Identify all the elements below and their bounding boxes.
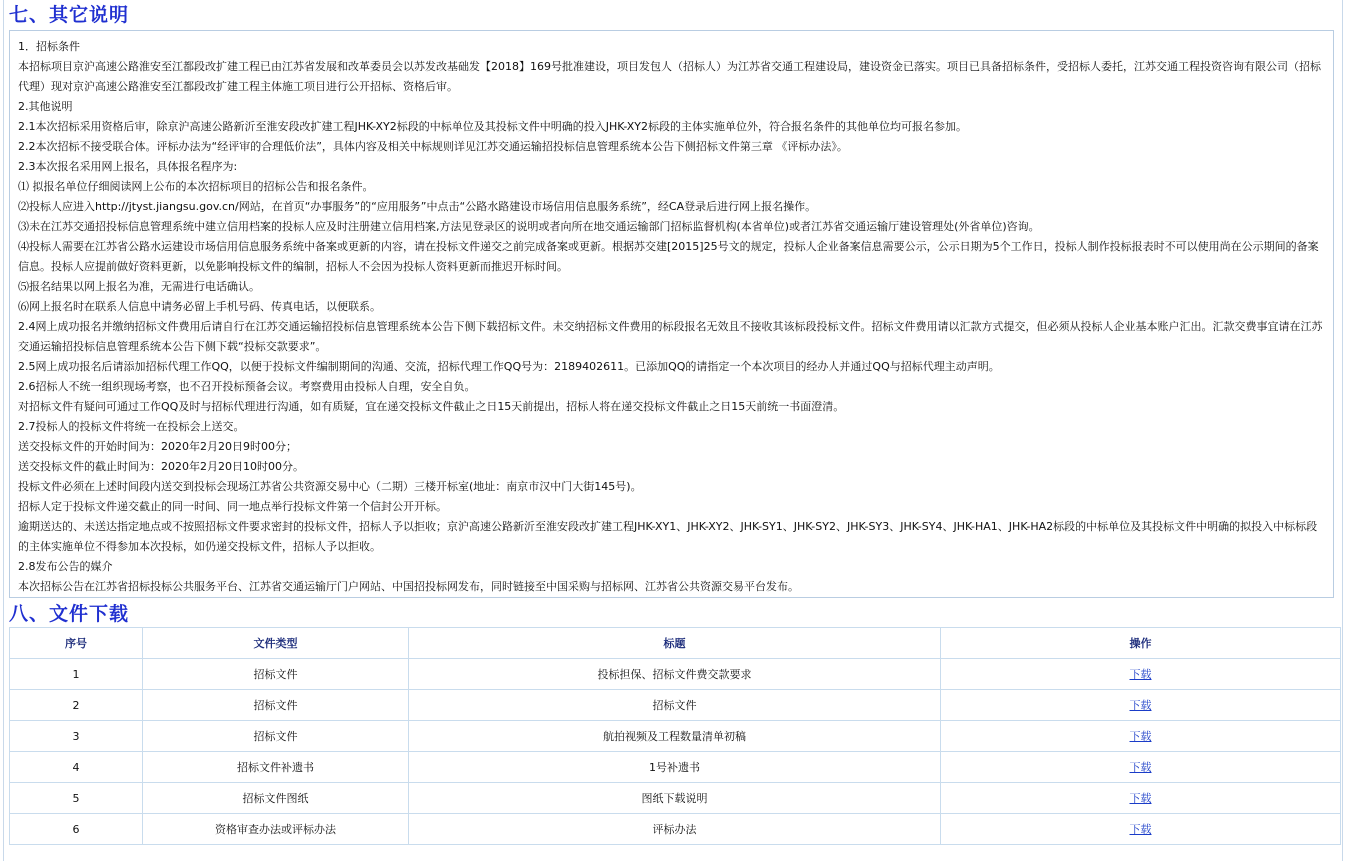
notes-line: 2.5网上成功报名后请添加招标代理工作QQ，以便于投标文件编制期间的沟通、交流，招标代理工作QQ号为：2189402611。已添加QQ的请指定一个本次项目的经办人并通过QQ与招标代理主动声明。 bbox=[18, 360, 1000, 373]
row-action-cell bbox=[941, 783, 1341, 814]
file-download-table bbox=[9, 627, 1341, 845]
table-header-row bbox=[10, 628, 1341, 659]
notes-line: 2.2本次招标不接受联合体。评标办法为“经评审的合理低价法”，具体内容及相关中标规则详见江苏交通运输招投标信息管理系统本公告下侧招标文件第三章 《评标办法》。 bbox=[18, 140, 848, 153]
table-row bbox=[10, 659, 1341, 690]
table-row bbox=[10, 752, 1341, 783]
notes-line: ⑹网上报名时在联系人信息中请务必留上手机号码、传真电话，以便联系。 bbox=[18, 300, 381, 313]
notes-line: 2.6招标人不统一组织现场考察，也不召开投标预备会议。考察费用由投标人自理，安全自负。 bbox=[18, 380, 476, 393]
row-action-cell bbox=[941, 659, 1341, 690]
notes-line: 2.1本次招标采用资格后审，除京沪高速公路新沂至淮安段改扩建工程JHK-XY2标段的中标单位及其投标文件中明确的投入JHK-XY2标段的主体实施单位外，符合报名条件的其他单位均可报名参加。 bbox=[18, 120, 967, 133]
notes-line: 2.7投标人的投标文件将统一在投标会上送交。 bbox=[18, 420, 245, 433]
download-link[interactable]: 下载 bbox=[1129, 699, 1152, 712]
row-title: 图纸下载说明 bbox=[409, 783, 941, 814]
download-link[interactable]: 下载 bbox=[1129, 761, 1152, 774]
notes-line: ⑶未在江苏交通招投标信息管理系统中建立信用档案的投标人应及时注册建立信用档案,方法见登录区的说明或者向所在地交通运输部门招标监督机构(本省单位)或者江苏省交通运输厅建设管理处(外省单位)咨询。 bbox=[18, 220, 1040, 233]
table-row bbox=[10, 721, 1341, 752]
row-action-cell bbox=[941, 752, 1341, 783]
notes-line: 2.8发布公告的媒介 bbox=[18, 560, 113, 573]
notes-content-box bbox=[9, 30, 1334, 598]
row-file-type: 资格审查办法或评标办法 bbox=[143, 814, 409, 845]
row-title: 1号补遗书 bbox=[409, 752, 941, 783]
row-no: 4 bbox=[10, 752, 143, 783]
notes-line: ⑵投标人应进入http://jtyst.jiangsu.gov.cn/网站，在首页“办事服务”的“应用服务”中点击“公路水路建设市场信用信息服务系统”，经CA登录后进行网上报名操作。 bbox=[18, 200, 817, 213]
header-file-type: 文件类型 bbox=[143, 628, 409, 659]
download-link[interactable]: 下载 bbox=[1129, 823, 1152, 836]
notes-line: 1．招标条件 bbox=[18, 40, 80, 53]
table-row bbox=[10, 690, 1341, 721]
row-file-type: 招标文件 bbox=[143, 659, 409, 690]
download-link[interactable]: 下载 bbox=[1129, 792, 1152, 805]
table-row bbox=[10, 814, 1341, 845]
header-no: 序号 bbox=[10, 628, 143, 659]
row-action-cell bbox=[941, 690, 1341, 721]
notes-line: 逾期送达的、未送达指定地点或不按照招标文件要求密封的投标文件，招标人予以拒收；京沪高速公路新沂至淮安段改扩建工程JHK-XY1、JHK-XY2、JHK-SY1、JHK-SY2、JHK-SY3、JHK-SY4、JHK-HA1、JHK-HA2标段的中标单位及其投标文件中明确的拟投入中标标段的主体实施单位不得参加本次投标，如仍递交投标文件，招标人予以拒收。 bbox=[18, 520, 1318, 553]
notes-line: 2.3本次报名采用网上报名，具体报名程序为: bbox=[18, 160, 238, 173]
notes-line: 对招标文件有疑问可通过工作QQ及时与招标代理进行沟通，如有质疑，宜在递交投标文件截止之日15天前提出，招标人将在递交投标文件截止之日15天前统一书面澄清。 bbox=[18, 400, 845, 413]
download-link[interactable]: 下载 bbox=[1129, 730, 1152, 743]
notes-line: ⑷投标人需要在江苏省公路水运建设市场信用信息服务系统中备案或更新的内容，请在投标文件递交之前完成备案或更新。根据苏交建[2015]25号文的规定，投标人企业备案信息需要公示，公示日期为5个工作日，投标人制作投标报表时不可以使用尚在公示期间的备案信息。投标人应提前做好资料更新，以免影响投标文件的编制，招标人不会因为投标人资料更新而推迟开标时间。 bbox=[18, 240, 1319, 273]
row-title: 航拍视频及工程数量清单初稿 bbox=[409, 721, 941, 752]
row-no: 2 bbox=[10, 690, 143, 721]
notes-line: 2.其他说明 bbox=[18, 100, 73, 113]
row-no: 5 bbox=[10, 783, 143, 814]
download-link[interactable]: 下载 bbox=[1129, 668, 1152, 681]
row-file-type: 招标文件 bbox=[143, 690, 409, 721]
row-file-type: 招标文件补遗书 bbox=[143, 752, 409, 783]
row-file-type: 招标文件 bbox=[143, 721, 409, 752]
section-8-title: 八、文件下载 bbox=[9, 603, 130, 625]
notes-line: 2.4网上成功报名并缴纳招标文件费用后请自行在江苏交通运输招投标信息管理系统本公告下侧下载招标文件。未交纳招标文件费用的标段报名无效且不接收其该标段投标文件。招标文件费用请以汇款方式提交，但必须从投标人企业基本账户汇出。汇款交费事宜请在江苏交通运输招投标信息管理系统本公告下侧下载“投标交款要求”。 bbox=[18, 320, 1323, 353]
notes-line: 投标文件必须在上述时间段内送交到投标会现场江苏省公共资源交易中心（二期）三楼开标室(地址：南京市汉中门大街145号)。 bbox=[18, 480, 642, 493]
section-7-title: 七、其它说明 bbox=[9, 4, 130, 26]
table-row bbox=[10, 783, 1341, 814]
row-no: 1 bbox=[10, 659, 143, 690]
notes-line: 送交投标文件的开始时间为：2020年2月20日9时00分； bbox=[18, 440, 297, 453]
row-action-cell bbox=[941, 721, 1341, 752]
notes-line: 送交投标文件的截止时间为：2020年2月20日10时00分。 bbox=[18, 460, 304, 473]
notes-line: ⑴ 拟报名单位仔细阅读网上公布的本次招标项目的招标公告和报名条件。 bbox=[18, 180, 374, 193]
header-action: 操作 bbox=[941, 628, 1341, 659]
row-no: 3 bbox=[10, 721, 143, 752]
notes-line: 本次招标公告在江苏省招标投标公共服务平台、江苏省交通运输厅门户网站、中国招投标网发布，同时链接至中国采购与招标网、江苏省公共资源交易平台发布。 bbox=[18, 580, 799, 593]
row-title: 招标文件 bbox=[409, 690, 941, 721]
row-title: 投标担保、招标文件费交款要求 bbox=[409, 659, 941, 690]
row-action-cell bbox=[941, 814, 1341, 845]
notes-line: ⑸报名结果以网上报名为准，无需进行电话确认。 bbox=[18, 280, 260, 293]
row-no: 6 bbox=[10, 814, 143, 845]
header-title: 标题 bbox=[409, 628, 941, 659]
row-file-type: 招标文件图纸 bbox=[143, 783, 409, 814]
notes-line: 本招标项目京沪高速公路淮安至江都段改扩建工程已由江苏省发展和改革委员会以苏发改基础发【2018】169号批准建设，项目发包人（招标人）为江苏省交通工程建设局，建设资金已落实。项目已具备招标条件，受招标人委托，江苏交通工程投资咨询有限公司（招标代理）现对京沪高速公路淮安至江都段改扩建工程主体施工项目进行公开招标、资格后审。 bbox=[18, 60, 1321, 93]
row-title: 评标办法 bbox=[409, 814, 941, 845]
notes-line: 招标人定于投标文件递交截止的同一时间、同一地点举行投标文件第一个信封公开开标。 bbox=[18, 500, 447, 513]
